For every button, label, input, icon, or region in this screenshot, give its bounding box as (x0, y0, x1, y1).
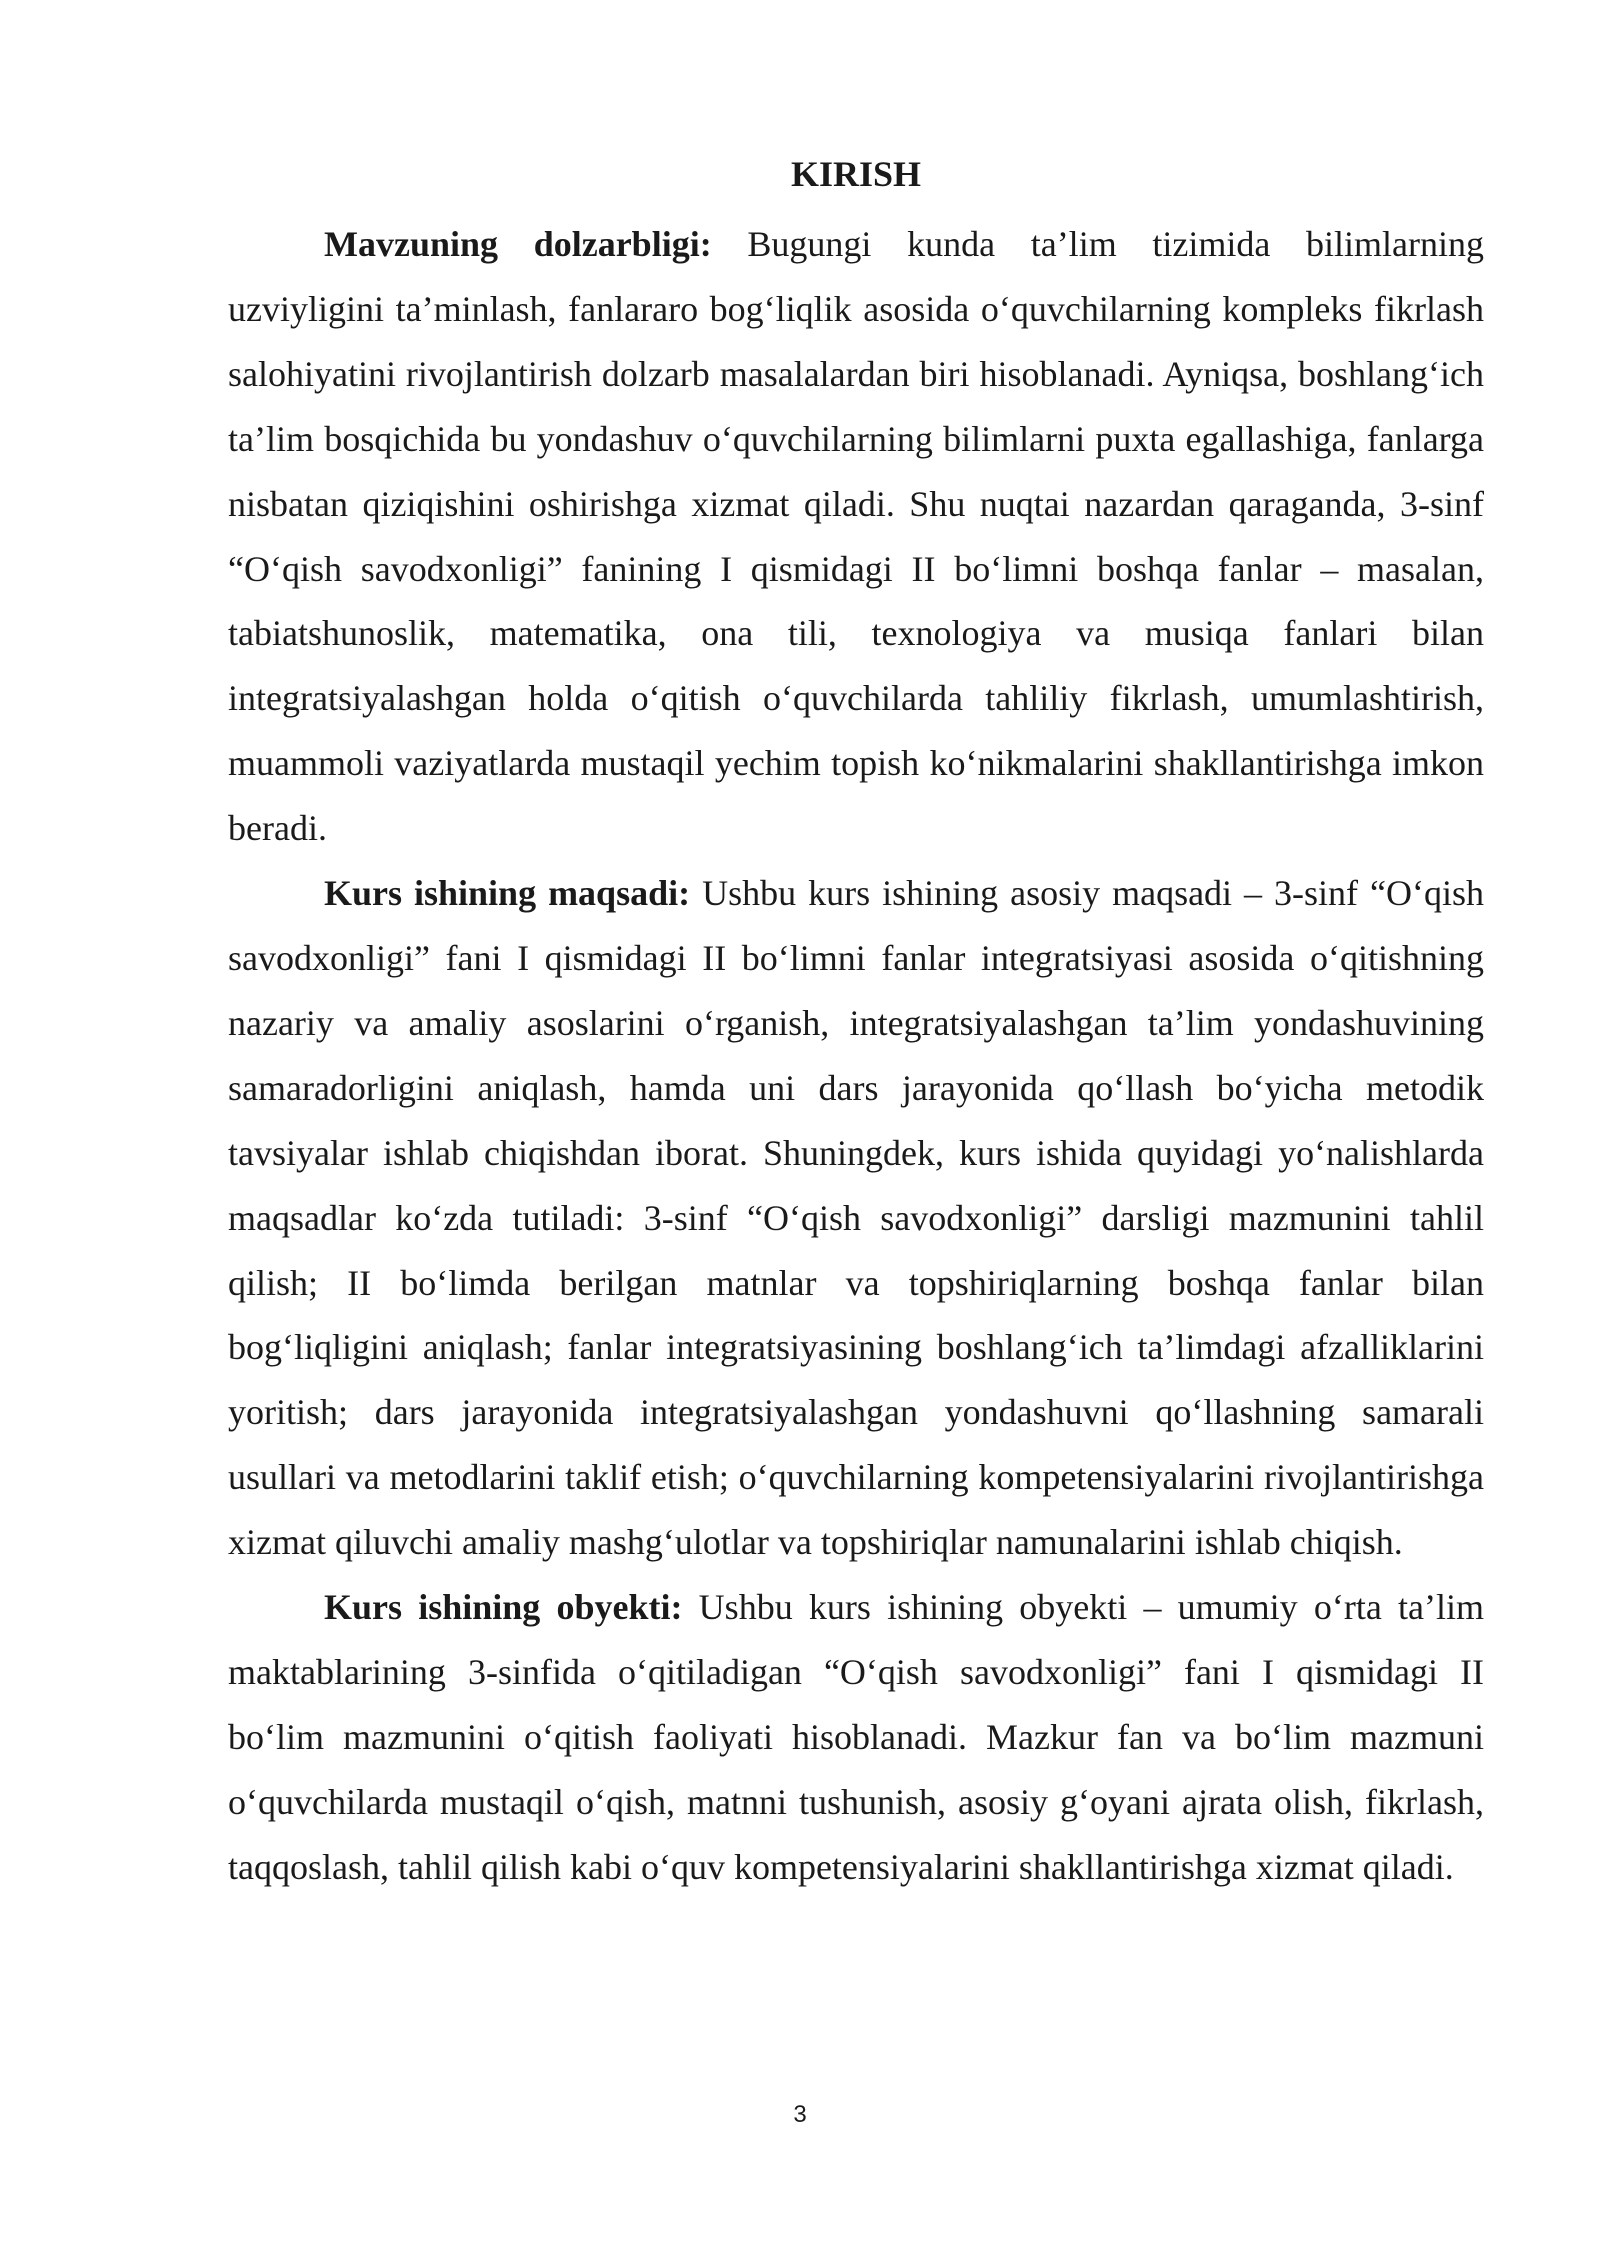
paragraph-lead: Kurs ishining obyekti: (324, 1587, 683, 1628)
page-number: 3 (793, 2101, 807, 2128)
paragraph-text: Ushbu kurs ishining asosiy maqsadi – 3-sinf “O‘qish savodxonligi” fani I qismidagi II bo‘limni fanlar integratsiyasi asosida o‘qitishning nazariy va amaliy asoslarini o‘rganish, integratsiyalashgan ta’lim yondashuvining samaradorligini aniqlash, hamda uni dars jarayonida qo‘llash bo‘yicha metodik tavsiyalar ishlab chiqishdan iborat. Shuningdek, kurs ishida quyidagi yo‘nalishlarda maqsadlar ko‘zda tutiladi: 3-sinf “O‘qish savodxonligi” darsligi mazmunini tahlil qilish; II bo‘limda berilgan matnlar va topshiriqlarning boshqa fanlar bilan bog‘liqligini aniqlash; fanlar integratsiyasining boshlang‘ich ta’limdagi afzalliklarini yoritish; dars jarayonida integratsiyalashgan yondashuvni qo‘llashning samarali usullari va metodlarini taklif etish; o‘quvchilarning kompetensiyalarini rivojlantirishga xizmat qiluvchi amaliy mashg‘ulotlar va topshiriqlar namunalarini ishlab chiqish. (228, 873, 1484, 1563)
paragraph-lead: Kurs ishining maqsadi: (324, 873, 691, 914)
paragraph-lead: Mavzuning dolzarbligi: (324, 224, 712, 264)
paragraph-text: Ushbu kurs ishining obyekti – umumiy o‘rta ta’lim maktablarining 3-sinfida o‘qitiladigan “O‘qish savodxonligi” fani I qismidagi II bo‘lim mazmunini o‘qitish faoliyati hisoblanadi. Mazkur fan va bo‘lim mazmuni o‘quvchilarda mustaqil o‘qish, matnni tushunish, asosiy g‘oyani ajrata olish, fikrlash, taqqoslash, tahlil qilish kabi o‘quv kompetensiyalarini shakllantirishga xizmat qiladi. (228, 1587, 1484, 1887)
paragraph-object (228, 1575, 1484, 1900)
paragraph-text: Bugungi kunda ta’lim tizimida bilimlarning uzviyligini ta’minlash, fanlararo bog‘liqlik asosida o‘quvchilarning kompleks fikrlash salohiyatini rivojlantirish dolzarb masalalardan biri hisoblanadi. Ayniqsa, boshlang‘ich ta’lim bosqichida bu yondashuv o‘quvchilarning bilimlarni puxta egallashiga, fanlarga nisbatan qiziqishini oshirishga xizmat qiladi. Shu nuqtai nazardan qaraganda, 3-sinf “O‘qish savodxonligi” fanining I qismidagi II bo‘limni boshqa fanlar – masalan, tabiatshunoslik, matematika, ona tili, texnologiya va musiqa fanlari bilan integratsiyalashgan holda o‘qitish o‘quvchilarda tahliliy fikrlash, umumlashtirish, muammoli vaziyatlarda mustaqil yechim topish ko‘nikmalarini shakllantirishga imkon beradi. (228, 224, 1484, 849)
paragraph-goal (228, 861, 1484, 1575)
paragraph-relevance (228, 212, 1484, 861)
page-content (228, 146, 1484, 1900)
section-heading: KIRISH (790, 154, 922, 194)
